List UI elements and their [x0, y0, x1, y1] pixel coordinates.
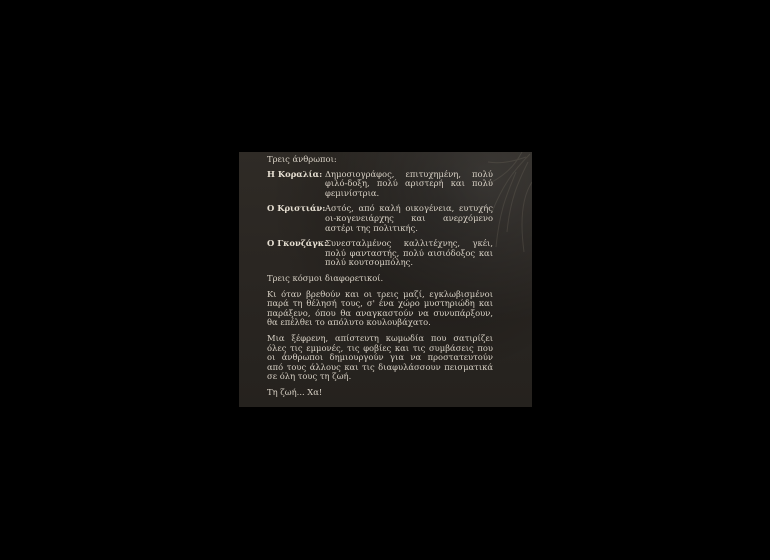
cast-entry-koralia: [267, 170, 493, 199]
cast-description: Συνεσταλμένος καλλιτέχνης, γκέι, πολύ φανταστής, πολύ αισιόδοξος και πολύ κουτσομπόλης.: [325, 238, 493, 268]
paragraph-closing: Τη ζωή... Χα!: [267, 386, 323, 397]
cast-name: Ο Κριστιάν:: [267, 203, 326, 214]
intro-line: Τρεις άνθρωποι:: [267, 154, 337, 164]
cast-name: Ο Γκονζάγκ:: [267, 238, 328, 249]
paragraph-plot: Κι όταν βρεθούν και οι τρεις μαζί, εγκλωβισμένοι παρά τη θέλησή τους, σ' ένα χώρο μυστηριώδη και παράξενο, όπου θα αναγκαστούν να συνυπάρξουν, θα επέλθει το απόλυτο κουλουβάχατο.: [267, 288, 493, 328]
paragraph-three-worlds: Τρεις κόσμοι διαφορετικοί.: [267, 272, 384, 283]
paragraph-comedy: Μια ξέφρενη, απίστευτη κωμωδία που σατιρίζει όλες τις εμμονές, τις φοβίες και τις συμβάσεις που οι άνθρωποι δημιουργούν για να προστατευτούν από τους άλλους και τις διαφυλάσσουν πεισματικά σε όλη τους τη ζωή.: [267, 332, 493, 382]
cast-description: Δημοσιογράφος, επιτυχημένη, πολύ φιλό-δοξη, πολύ αριστερή και πολύ φεμινίστρια.: [325, 168, 493, 198]
cast-description: Αστός, από καλή οικογένεια, ευτυχής οι-κογενειάρχης και ανερχόμενο αστέρι της πολιτικής.: [325, 203, 493, 233]
cast-entry-kristian: [267, 204, 493, 233]
synopsis-text: [267, 155, 493, 397]
cast-name: Η Κοραλία:: [267, 168, 323, 179]
cast-entry-gonzague: [267, 239, 493, 268]
synopsis-panel: [239, 152, 532, 407]
